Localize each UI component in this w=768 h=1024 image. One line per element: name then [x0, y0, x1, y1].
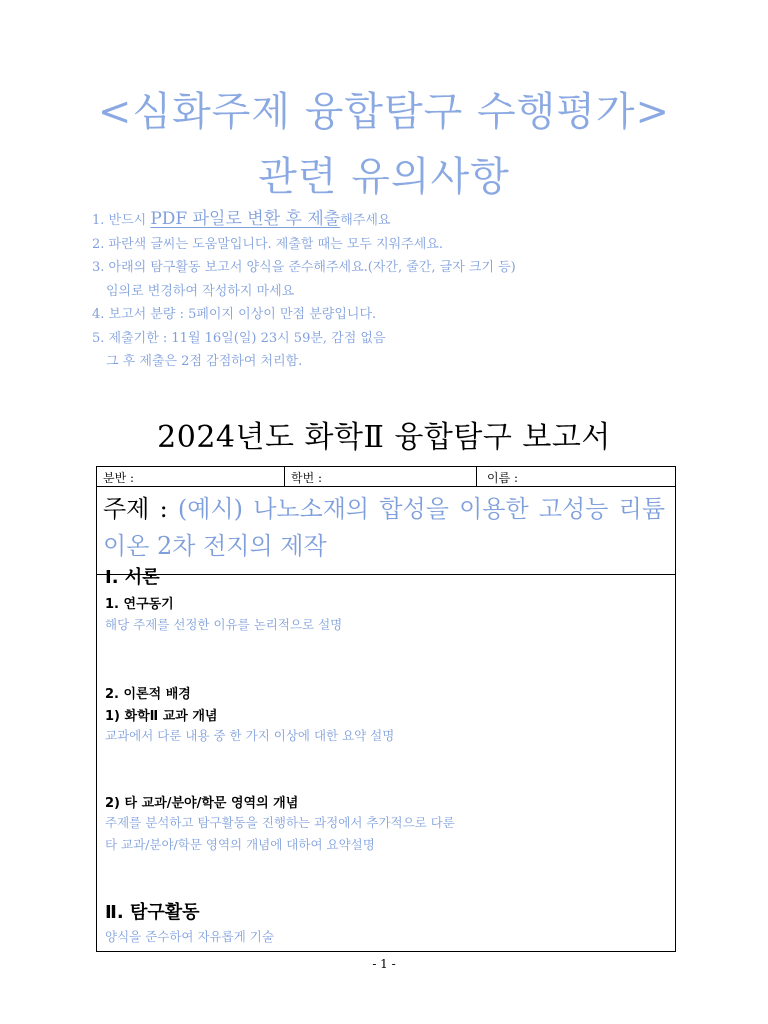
notice-item-5: 5. 제출기한 : 11월 16일(일) 23시 59분, 감점 없음: [92, 330, 386, 346]
notice-list: [92, 208, 712, 374]
section-1-2-2-title: 2) 타 교과/분야/학문 영역의 개념: [105, 796, 299, 811]
report-title: 2024년도 화학Ⅱ 융합탐구 보고서: [157, 420, 611, 455]
section-1-1-title: 1. 연구동기: [105, 597, 174, 612]
section-1-title: Ⅰ. 서론: [105, 567, 160, 588]
notice-1-emphasis: PDF 파일로 변환 후 제출: [150, 209, 341, 229]
section-1-2-1-hint: 교과에서 다룬 내용 중 한 가지 이상에 대한 요약 설명: [105, 728, 395, 743]
section-2-hint: 양식을 준수하여 자유롭게 기술: [105, 929, 274, 944]
notice-1-suffix: 해주세요: [340, 213, 391, 228]
report-frame: [96, 466, 676, 952]
student-info-row: [97, 467, 675, 487]
topic-box[interactable]: [97, 487, 675, 575]
notice-item-4: 4. 보고서 분량 : 5페이지 이상이 만점 분량입니다.: [92, 307, 377, 322]
notice-item-3: 3. 아래의 탐구활동 보고서 양식을 준수해주세요.(자간, 줄간, 글자 크기 등): [92, 260, 516, 275]
section-2-title: Ⅱ. 탐구활동: [105, 902, 200, 923]
section-1-1-hint: 해당 주제를 선정한 이유를 논리적으로 설명: [105, 617, 343, 632]
notice-item-5-continued: 그 후 제출은 2점 감점하여 처리함.: [106, 354, 303, 369]
name-field[interactable]: 이름 :: [487, 471, 519, 485]
topic-label: 주제 :: [103, 495, 178, 523]
section-1-2-title: 2. 이론적 배경: [105, 687, 191, 702]
student-id-field[interactable]: 학번 :: [285, 467, 477, 486]
title-line-2: 관련 유의사항: [258, 154, 510, 200]
topic-example: (예시) 나노소재의 합성을 이용한 고성능 리튬이온 2차 전지의 제작: [103, 495, 665, 560]
notice-item-3-continued: 임의로 변경하여 작성하지 마세요: [106, 283, 295, 299]
notice-item-1: [92, 208, 712, 233]
notice-item-2: 2. 파란색 글씨는 도움말입니다. 제출할 때는 모두 지워주세요.: [92, 236, 443, 252]
section-1-2-2-hint: 주제를 분석하고 탐구활동을 진행하는 과정에서 추가적으로 다룬: [105, 815, 455, 830]
section-1-2-2-hint-continued: 타 교과/분야/학문 영역의 개념에 대하여 요약설명: [105, 837, 375, 852]
title-line-1: <심화주제 융합탐구 수행평가>: [97, 89, 671, 135]
notice-1-prefix: 1. 반드시: [92, 213, 151, 228]
page-number: - 1 -: [372, 957, 396, 971]
class-field[interactable]: 분반 :: [97, 467, 285, 486]
section-1-2-1-title: 1) 화학Ⅱ 교과 개념: [105, 709, 218, 724]
